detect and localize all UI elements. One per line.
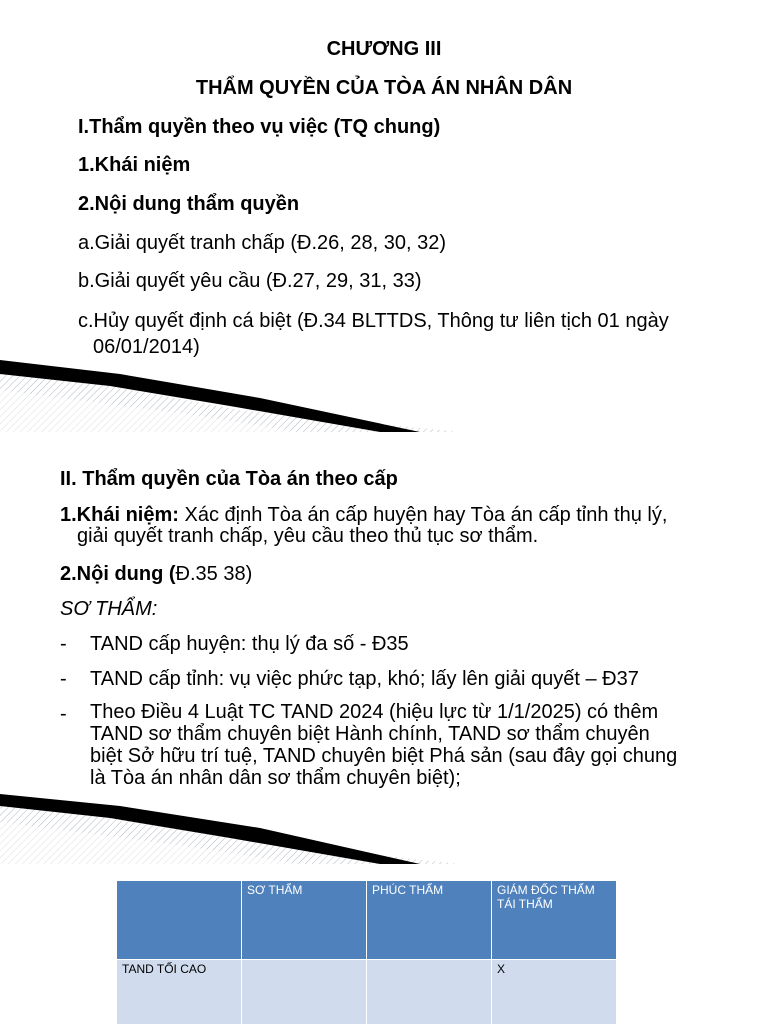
sub-item-b: b.Giải quyết yêu cầu (Đ.27, 29, 31, 33) <box>78 270 422 292</box>
section-heading: I.Thẩm quyền theo vụ việc (TQ chung) <box>78 116 441 138</box>
content-line <box>60 561 252 587</box>
table-cell: TAND TỐI CAO <box>117 960 242 1024</box>
bullet-3-line3: biệt Sở hữu trí tuệ, TAND chuyên biệt Phá sản (sau đây gọi chung <box>90 745 678 767</box>
bullet-1: TAND cấp huyện: thụ lý đa số - Đ35 <box>90 633 409 655</box>
slide-3 <box>0 864 768 1024</box>
table-cell: X <box>492 960 617 1024</box>
sub-item-c-line2: 06/01/2014) <box>93 336 200 358</box>
bullet-3-dash: - <box>60 703 67 725</box>
header-cell <box>117 881 242 960</box>
content-ref: Đ.35 38) <box>175 563 253 585</box>
header-cell: PHÚC THẨM <box>367 881 492 960</box>
chapter-title: THẨM QUYỀN CỦA TÒA ÁN NHÂN DÂN <box>195 77 573 99</box>
concept-label: 1.Khái niệm: <box>60 504 179 526</box>
bullet-1-dash: - <box>60 633 67 655</box>
section-heading: II. Thẩm quyền của Tòa án theo cấp <box>60 468 398 490</box>
item-concept: 1.Khái niệm <box>78 154 191 176</box>
header-cell: SƠ THẨM <box>242 881 367 960</box>
bullet-2-dash: - <box>60 668 67 690</box>
first-instance-label: SƠ THẨM: <box>60 598 158 620</box>
sub-item-c-line1: c.Hủy quyết định cá biệt (Đ.34 BLTTDS, Thông tư liên tịch 01 ngày <box>78 310 669 332</box>
table-header-row <box>117 881 617 960</box>
concept-line2: giải quyết tranh chấp, yêu cầu theo thủ tục sơ thẩm. <box>77 525 539 547</box>
jurisdiction-table <box>116 880 617 1024</box>
slide-2 <box>0 432 768 864</box>
content-label: 2.Nội dung ( <box>60 563 176 585</box>
header-cell: GIÁM ĐỐC THẨM TÁI THẨM <box>492 881 617 960</box>
bullet-3-line2: TAND sơ thẩm chuyên biệt Hành chính, TAND sơ thẩm chuyên <box>90 723 650 745</box>
table-cell <box>242 960 367 1024</box>
bullet-3-line1: Theo Điều 4 Luật TC TAND 2024 (hiệu lực từ 1/1/2025) có thêm <box>90 701 659 723</box>
slide-decoration <box>0 360 768 432</box>
table-cell <box>367 960 492 1024</box>
bullet-3-line4: là Tòa án nhân dân sơ thẩm chuyên biệt); <box>90 767 461 789</box>
table-row <box>117 960 617 1024</box>
chapter-heading: CHƯƠNG III <box>326 38 442 60</box>
slide-1 <box>0 0 768 432</box>
bullet-2: TAND cấp tỉnh: vụ việc phức tạp, khó; lấy lên giải quyết – Đ37 <box>90 668 639 690</box>
concept-text: Xác định Tòa án cấp huyện hay Tòa án cấp tỉnh thụ lý, <box>178 504 668 526</box>
sub-item-a: a.Giải quyết tranh chấp (Đ.26, 28, 30, 32) <box>78 232 446 254</box>
item-content: 2.Nội dung thẩm quyền <box>78 193 300 215</box>
slide-decoration <box>0 794 768 864</box>
